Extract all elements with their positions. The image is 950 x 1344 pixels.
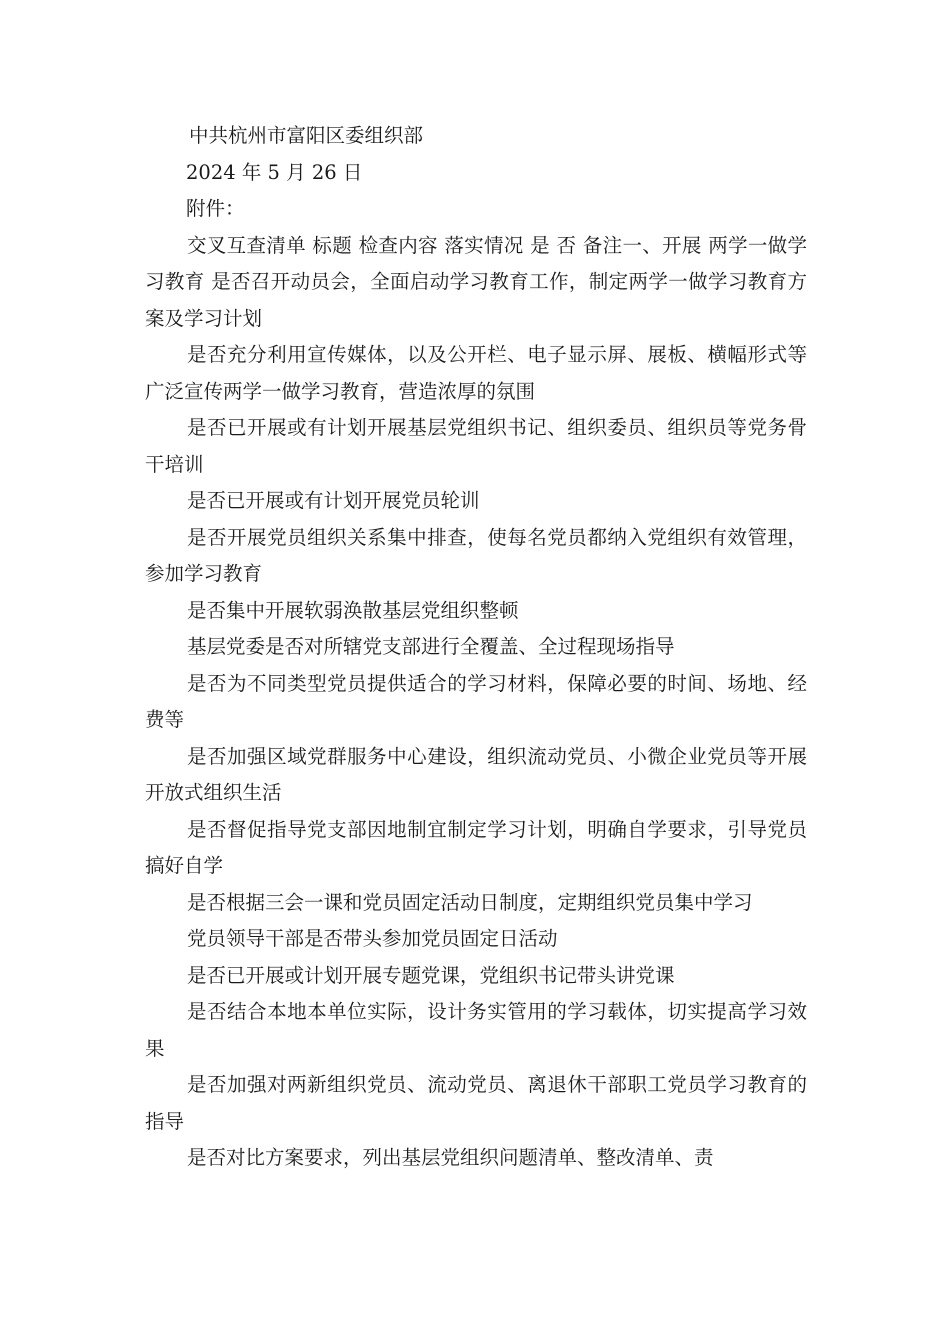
checklist-paragraph: 是否加强对两新组织党员、流动党员、离退休干部职工党员学习教育的指导 bbox=[145, 1073, 807, 1133]
checklist-paragraph: 是否加强区域党群服务中心建设，组织流动党员、小微企业党员等开展开放式组织生活 bbox=[145, 744, 807, 804]
checklist-paragraph: 是否已开展或有计划开展基层党组织书记、组织委员、组织员等党务骨干培训 bbox=[145, 416, 807, 476]
checklist-paragraph: 是否充分利用宣传媒体，以及公开栏、电子显示屏、展板、横幅形式等广泛宣传两学一做学习教育，营造浓厚的氛围 bbox=[145, 343, 807, 403]
checklist-paragraph: 是否根据三会一课和党员固定活动日制度，定期组织党员集中学习 bbox=[187, 890, 753, 914]
checklist-paragraph: 是否为不同类型党员提供适合的学习材料，保障必要的时间、场地、经费等 bbox=[145, 671, 807, 731]
checklist-paragraph: 是否已开展或有计划开展党员轮训 bbox=[187, 489, 480, 512]
checklist-paragraph: 是否开展党员组织关系集中排查，使每名党员都纳入党组织有效管理，参加学习教育 bbox=[145, 525, 807, 585]
checklist-paragraph: 党员领导干部是否带头参加党员固定日活动 bbox=[187, 927, 558, 950]
checklist-paragraph: 是否集中开展软弱涣散基层党组织整顿 bbox=[187, 598, 519, 622]
checklist-paragraph: 基层党委是否对所辖党支部进行全覆盖、全过程现场指导 bbox=[187, 635, 675, 658]
checklist-paragraph: 是否已开展或计划开展专题党课，党组织书记带头讲党课 bbox=[187, 963, 675, 987]
checklist-paragraph: 是否督促指导党支部因地制宜制定学习计划，明确自学要求，引导党员搞好自学 bbox=[145, 817, 807, 877]
checklist-paragraph: 交叉互查清单 标题 检查内容 落实情况 是 否 备注一、开展 两学一做学习教育 是否召开动员会，全面启动学习教育工作，制定两学一做学习教育方案及学习计划 bbox=[145, 233, 807, 330]
document-date: 2024 年 5 月 26 日 bbox=[186, 160, 363, 184]
issuing-organization: 中共杭州市富阳区委组织部 bbox=[189, 124, 424, 147]
attachment-label: 附件： bbox=[186, 197, 245, 220]
checklist-paragraph: 是否对比方案要求，列出基层党组织问题清单、整改清单、责 bbox=[187, 1146, 714, 1169]
document-body bbox=[145, 118, 807, 1177]
checklist-paragraph: 是否结合本地本单位实际，设计务实管用的学习载体，切实提高学习效果 bbox=[145, 1000, 807, 1060]
